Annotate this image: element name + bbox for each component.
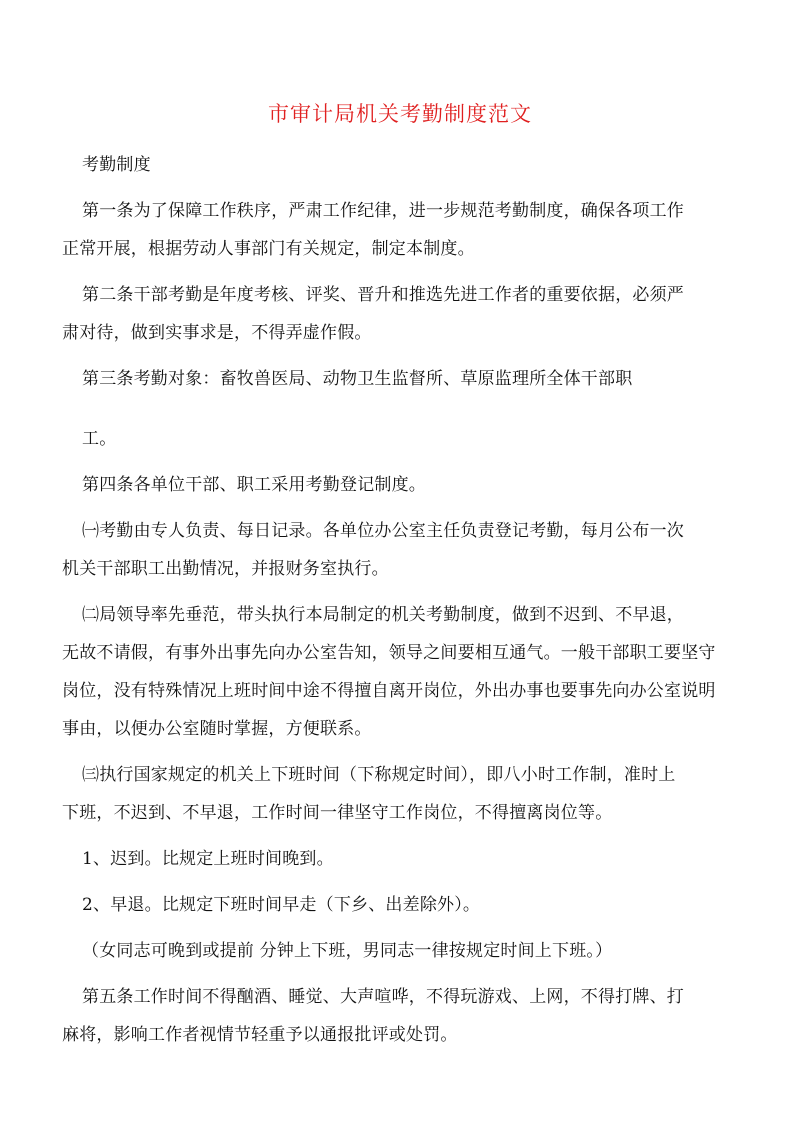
paragraph-line: 考勤制度: [82, 155, 151, 175]
paragraph-line: 机关干部职工出勤情况，并报财务室执行。: [62, 559, 389, 579]
paragraph-line: 事由，以便办公室随时掌握，方便联系。: [62, 719, 372, 739]
document-body: [62, 146, 762, 1062]
paragraph-note: [82, 932, 762, 970]
paragraph-article-3-continued: [82, 420, 762, 458]
paragraph-line: 麻将，影响工作者视情节轻重予以通报批评或处罚。: [62, 1025, 458, 1045]
paragraph-line: ㈠考勤由专人负责、每日记录。各单位办公室主任负责登记考勤，每月公布一次: [82, 521, 684, 541]
paragraph-line: 第一条为了保障工作秩序，严肃工作纪律，进一步规范考勤制度，确保各项工作: [82, 201, 684, 221]
paragraph-line: ㈡局领导率先垂范，带头执行本局制定的机关考勤制度，做到不迟到、不早退，: [82, 605, 684, 625]
paragraph-line: 肃对待，做到实事求是，不得弄虚作假。: [62, 323, 372, 343]
paragraph-late-definition: [82, 840, 762, 878]
paragraph-early-leave-definition: [82, 886, 762, 924]
paragraph-line: ㈢执行国家规定的机关上下班时间（下称规定时间），即八小时工作制，准时上: [82, 765, 676, 785]
paragraph-line: 无故不请假，有事外出事先向办公室告知，领导之间要相互通气。一般干部职工要坚守: [62, 643, 716, 663]
paragraph-line: 第三条考勤对象：畜牧兽医局、动物卫生监督所、草原监理所全体干部职: [82, 369, 633, 389]
paragraph-article-4: [82, 466, 762, 504]
paragraph-article-5: [62, 978, 762, 1054]
paragraph-line: 2、早退。比规定下班时间早走（下乡、出差除外）。: [82, 895, 481, 915]
paragraph-line: 岗位，没有特殊情况上班时间中途不得擅自离开岗位，外出办事也要事先向办公室说明: [62, 681, 716, 701]
paragraph-article-1: [62, 192, 762, 268]
paragraph-line: 第五条工作时间不得酗酒、睡觉、大声喧哗，不得玩游戏、上网，不得打牌、打: [82, 987, 684, 1007]
paragraph-line: 正常开展，根据劳动人事部门有关规定，制定本制度。: [62, 239, 475, 259]
paragraph-line: 工。: [82, 429, 117, 449]
paragraph-article-3: [82, 360, 762, 398]
document-title: 市审计局机关考勤制度范文: [268, 102, 532, 126]
paragraph-item-1: [62, 512, 762, 588]
paragraph-line: 1、迟到。比规定上班时间晚到。: [82, 849, 334, 869]
paragraph-item-2: [62, 596, 762, 748]
paragraph-line: 第四条各单位干部、职工采用考勤登记制度。: [82, 475, 426, 495]
paragraph-article-2: [62, 276, 762, 352]
paragraph-item-3: [62, 756, 762, 832]
paragraph-line: （女同志可晚到或提前 分钟上下班，男同志一律按规定时间上下班。）: [82, 941, 613, 961]
paragraph-line: 第二条干部考勤是年度考核、评奖、晋升和推选先进工作者的重要依据，必须严: [82, 285, 684, 305]
section-heading: [82, 146, 762, 184]
paragraph-line: 下班，不迟到、不早退，工作时间一律坚守工作岗位，不得擅离岗位等。: [62, 803, 613, 823]
